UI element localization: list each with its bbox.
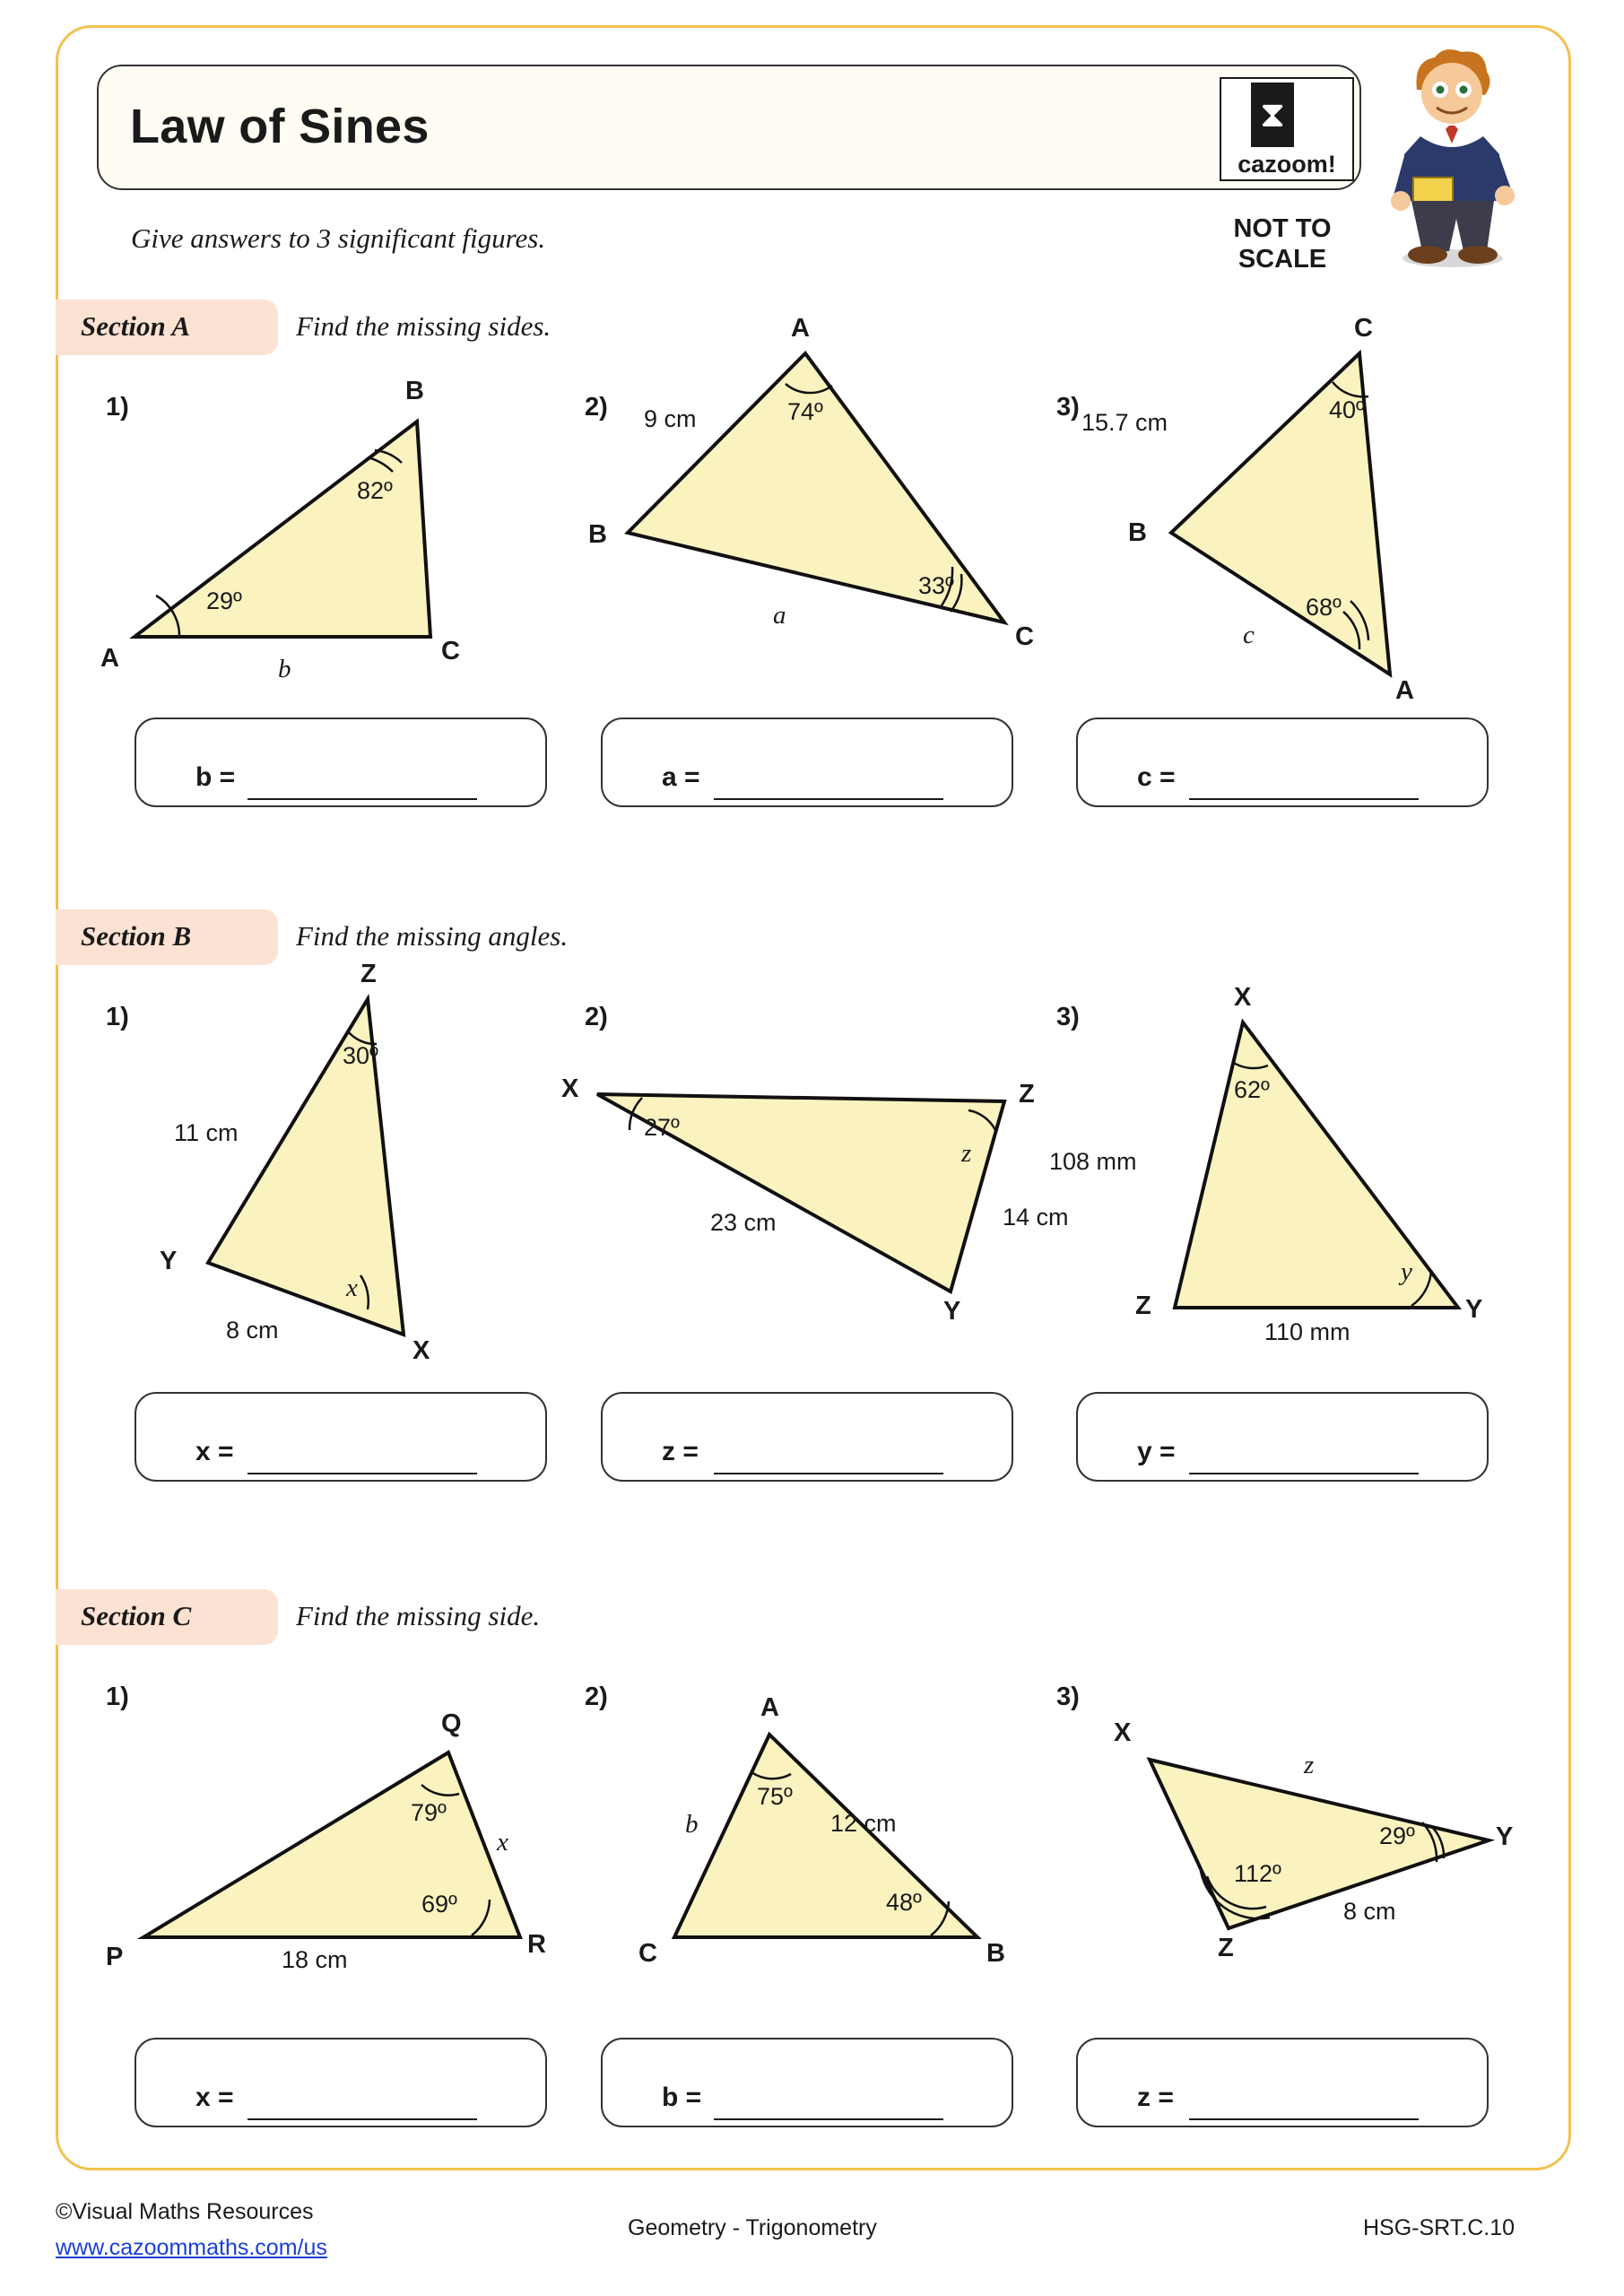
answer-label-c2: b =	[662, 2083, 702, 2112]
section-b-tab	[56, 909, 278, 965]
vertex-label-x: X	[413, 1336, 430, 1365]
side-label-8cm: 8 cm	[1343, 1898, 1396, 1925]
triangle-c2	[638, 1693, 1022, 1968]
triangle-a1	[100, 377, 538, 683]
angle-label-40: 40º	[1329, 396, 1365, 423]
answer-line-c2[interactable]	[714, 2118, 943, 2120]
triangle-b3	[1049, 983, 1533, 1345]
vertex-label-z: Z	[360, 960, 377, 988]
vertex-label-p: P	[106, 1943, 124, 1971]
footer-topic: Geometry - Trigonometry	[628, 2215, 877, 2240]
vertex-label-b: B	[588, 520, 607, 549]
section-b-description: Find the missing angles.	[296, 920, 569, 952]
hourglass-icon: ⧗	[1251, 83, 1294, 147]
vertex-label-q: Q	[441, 1709, 462, 1738]
answer-label-a3: c =	[1137, 762, 1176, 792]
side-label-9cm: 9 cm	[644, 405, 697, 432]
section-c-label: Section C	[81, 1600, 192, 1631]
answer-line-a2[interactable]	[714, 798, 943, 800]
mascot-illustration	[1381, 43, 1524, 269]
angle-label-y: y	[1401, 1257, 1412, 1286]
side-label-14cm: 14 cm	[1003, 1204, 1069, 1231]
answer-line-c3[interactable]	[1189, 2118, 1419, 2120]
section-c-description: Find the missing side.	[296, 1600, 541, 1631]
triangle-a2	[588, 314, 1034, 665]
footer-website-link[interactable]: www.cazoommaths.com/us	[56, 2235, 327, 2260]
vertex-label-b: B	[1128, 518, 1147, 547]
angle-label-z: z	[961, 1139, 972, 1168]
not-to-scale-line2: SCALE	[1238, 245, 1327, 274]
triangle-a3	[1081, 314, 1498, 705]
side-label-b: b	[685, 1810, 699, 1839]
answer-line-a3[interactable]	[1189, 798, 1419, 800]
vertex-label-r: R	[527, 1930, 546, 1959]
angle-label-82: 82º	[357, 477, 393, 504]
side-label-x: x	[497, 1828, 508, 1857]
question-number-b2: 2)	[585, 1003, 608, 1031]
question-number-a1: 1)	[106, 393, 129, 422]
answer-line-b1[interactable]	[248, 1473, 477, 1474]
answer-label-b3: y =	[1137, 1437, 1176, 1466]
triangle-c3	[1114, 1718, 1524, 1973]
answer-line-b2[interactable]	[714, 1473, 943, 1474]
answer-label-b2: z =	[662, 1437, 699, 1466]
vertex-label-z: Z	[1019, 1080, 1035, 1109]
vertex-label-c: C	[1015, 622, 1034, 651]
side-label-a: a	[773, 601, 786, 630]
angle-label-29: 29º	[1379, 1822, 1415, 1849]
angle-label-62: 62º	[1234, 1076, 1270, 1103]
vertex-label-y: Y	[943, 1297, 961, 1326]
angle-label-69: 69º	[421, 1891, 457, 1918]
angle-label-68: 68º	[1306, 594, 1342, 621]
instructions-subtitle: Give answers to 3 significant figures.	[131, 222, 546, 254]
section-c-tab	[56, 1589, 278, 1645]
page-title: Law of Sines	[130, 100, 430, 153]
vertex-label-b: B	[405, 377, 424, 405]
angle-label-33: 33º	[918, 572, 954, 599]
not-to-scale-line1: NOT TO	[1233, 214, 1332, 243]
vertex-label-y: Y	[1465, 1295, 1483, 1324]
vertex-label-a: A	[1395, 676, 1414, 705]
vertex-label-c: C	[1354, 314, 1373, 343]
not-to-scale-note	[1193, 213, 1372, 274]
question-number-a3: 3)	[1056, 393, 1080, 422]
answer-label-c1: x =	[195, 2083, 234, 2112]
vertex-label-c: C	[441, 637, 460, 665]
angle-label-27: 27º	[644, 1114, 680, 1141]
section-a-description: Find the missing sides.	[296, 310, 551, 342]
side-label-23cm: 23 cm	[710, 1209, 777, 1236]
triangle-c1	[106, 1709, 556, 1973]
vertex-label-c: C	[638, 1939, 657, 1968]
angle-label-x: x	[346, 1274, 358, 1302]
footer-standard-code: HSG-SRT.C.10	[1363, 2215, 1515, 2240]
angle-label-29: 29º	[206, 587, 242, 614]
vertex-label-x: X	[1114, 1718, 1132, 1747]
angle-label-30: 30º	[343, 1042, 378, 1069]
angle-label-112: 112º	[1234, 1860, 1281, 1887]
answer-line-b3[interactable]	[1189, 1473, 1419, 1474]
angle-label-74: 74º	[787, 398, 823, 425]
answer-label-a1: b =	[195, 762, 236, 792]
question-number-b1: 1)	[106, 1003, 129, 1031]
side-label-108mm: 108 mm	[1049, 1148, 1137, 1175]
angle-label-75: 75º	[757, 1783, 793, 1810]
section-a-tab	[56, 300, 278, 355]
vertex-label-a: A	[791, 314, 810, 343]
answer-line-c1[interactable]	[248, 2118, 477, 2120]
side-label-b: b	[278, 655, 291, 683]
triangle-b1	[160, 960, 484, 1365]
vertex-label-z: Z	[1218, 1934, 1234, 1962]
answer-label-a2: a =	[662, 762, 700, 792]
angle-label-79: 79º	[411, 1799, 447, 1826]
side-label-18cm: 18 cm	[282, 1946, 348, 1973]
side-label-12cm: 12 cm	[830, 1810, 897, 1837]
vertex-label-z: Z	[1135, 1292, 1151, 1320]
triangle-b2	[561, 1067, 1069, 1327]
question-number-c3: 3)	[1056, 1683, 1080, 1711]
vertex-label-x: X	[561, 1074, 579, 1103]
vertex-label-y: Y	[1496, 1822, 1514, 1851]
question-number-c1: 1)	[106, 1683, 129, 1711]
vertex-label-a: A	[100, 644, 119, 673]
angle-label-48: 48º	[886, 1889, 922, 1916]
side-label-c: c	[1243, 621, 1255, 649]
question-number-a2: 2)	[585, 393, 608, 422]
answer-label-b1: x =	[195, 1437, 234, 1466]
section-b-label: Section B	[81, 920, 192, 952]
side-label-157cm: 15.7 cm	[1081, 409, 1168, 436]
footer-copyright: ©Visual Maths Resources	[56, 2199, 314, 2224]
logo-wordmark: cazoom!	[1238, 151, 1336, 178]
side-label-8cm: 8 cm	[226, 1317, 279, 1344]
question-number-c2: 2)	[585, 1683, 608, 1711]
vertex-label-x: X	[1234, 983, 1252, 1012]
vertex-label-a: A	[760, 1693, 779, 1722]
side-label-z: z	[1304, 1751, 1315, 1779]
side-label-110mm: 110 mm	[1264, 1318, 1350, 1345]
answer-line-a1[interactable]	[248, 798, 477, 800]
question-number-b3: 3)	[1056, 1003, 1080, 1031]
vertex-label-b: B	[986, 1939, 1005, 1968]
section-a-label: Section A	[81, 310, 191, 342]
side-label-11cm: 11 cm	[174, 1119, 239, 1146]
vertex-label-y: Y	[160, 1247, 178, 1275]
answer-label-c3: z =	[1137, 2083, 1174, 2112]
